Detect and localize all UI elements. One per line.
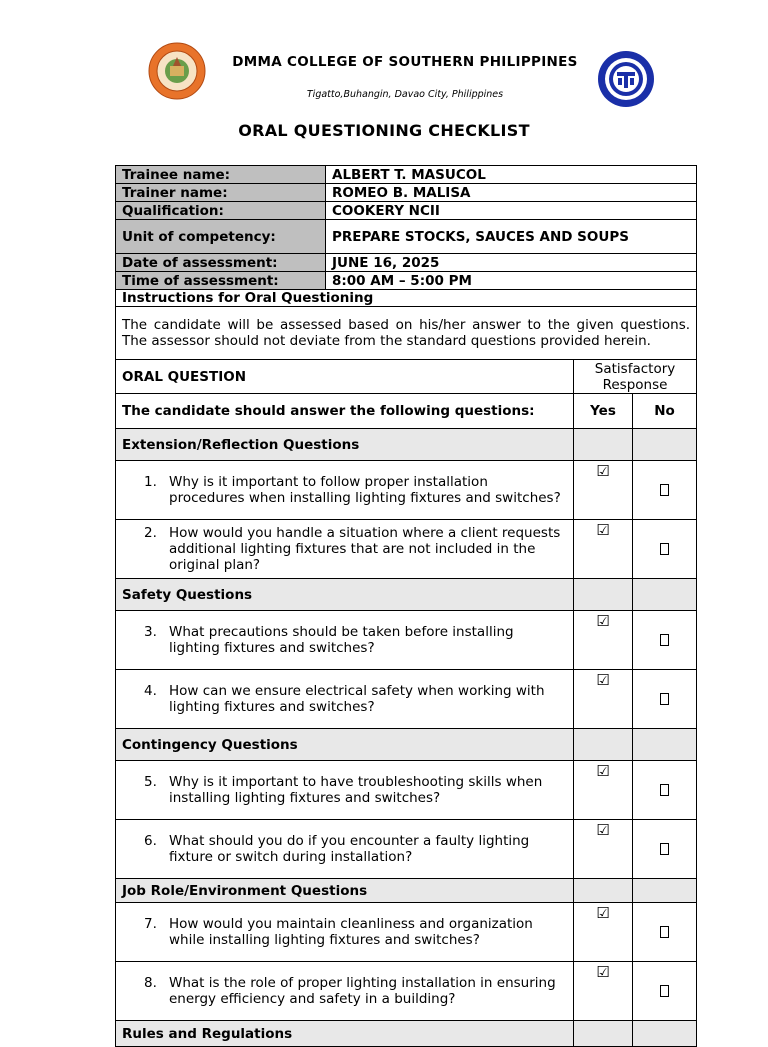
question-text: What is the role of proper lighting installation in ensuring energy efficiency and safety in a building? xyxy=(169,975,556,1007)
yes-checkbox-cell[interactable] xyxy=(574,962,633,1021)
empty-box-icon[interactable] xyxy=(660,634,669,646)
section-no-cell xyxy=(633,579,697,611)
section-yes-cell xyxy=(574,1021,633,1047)
question xyxy=(122,975,567,1007)
empty-box-icon[interactable] xyxy=(660,843,669,855)
question-text: Why is it important to follow proper installation procedures when installing lighting fixtures and switches? xyxy=(169,474,561,506)
section-yes-cell xyxy=(574,429,633,461)
question-row xyxy=(116,461,697,520)
section-row xyxy=(116,429,697,461)
info-label: Trainer name: xyxy=(116,184,326,202)
question-number: 2. xyxy=(144,525,157,541)
question-cell xyxy=(116,611,574,670)
question-row xyxy=(116,611,697,670)
section-yes-cell xyxy=(574,879,633,903)
question-text: Why is it important to have troubleshooting skills when installing lighting fixtures and switches? xyxy=(169,774,543,806)
question xyxy=(122,525,567,573)
section-no-cell xyxy=(633,729,697,761)
checked-box-icon[interactable]: ☑ xyxy=(596,821,610,839)
question xyxy=(122,774,567,806)
question-row xyxy=(116,670,697,729)
checked-box-icon[interactable]: ☑ xyxy=(596,963,610,981)
question xyxy=(122,474,567,506)
section-title: Safety Questions xyxy=(116,579,574,611)
yes-checkbox-cell[interactable] xyxy=(574,903,633,962)
info-label: Qualification: xyxy=(116,202,326,220)
answer-prompt: The candidate should answer the following questions: xyxy=(116,394,574,429)
question-text: How can we ensure electrical safety when working with lighting fixtures and switches? xyxy=(169,683,545,715)
info-row xyxy=(116,166,697,184)
question-text: How would you handle a situation where a client requests additional lighting fixtures that are not included in the original plan? xyxy=(169,525,561,573)
checklist-table xyxy=(115,165,697,1047)
no-checkbox-cell[interactable] xyxy=(633,820,697,879)
college-address: Tigatto,Buhangin, Davao City, Philippines xyxy=(306,89,504,100)
question xyxy=(122,916,567,948)
info-row xyxy=(116,202,697,220)
question-row xyxy=(116,761,697,820)
section-row xyxy=(116,879,697,903)
question xyxy=(122,683,567,715)
instructions-heading: Instructions for Oral Questioning xyxy=(116,290,697,307)
no-header: No xyxy=(633,394,697,429)
section-title: Contingency Questions xyxy=(116,729,574,761)
question-number: 1. xyxy=(144,474,157,490)
empty-box-icon[interactable] xyxy=(660,693,669,705)
instructions-heading-row xyxy=(116,290,697,307)
empty-box-icon[interactable] xyxy=(660,543,669,555)
info-label: Time of assessment: xyxy=(116,272,326,290)
yes-checkbox-cell[interactable] xyxy=(574,820,633,879)
question-number: 3. xyxy=(144,624,157,640)
question-cell xyxy=(116,520,574,579)
section-yes-cell xyxy=(574,579,633,611)
section-no-cell xyxy=(633,429,697,461)
yes-header: Yes xyxy=(574,394,633,429)
section-title: Job Role/Environment Questions xyxy=(116,879,574,903)
yes-checkbox-cell[interactable] xyxy=(574,611,633,670)
checklist-title: ORAL QUESTIONING CHECKLIST xyxy=(238,121,530,140)
no-checkbox-cell[interactable] xyxy=(633,520,697,579)
info-row xyxy=(116,254,697,272)
question-number: 7. xyxy=(144,916,157,932)
info-value: ALBERT T. MASUCOL xyxy=(326,166,697,184)
checked-box-icon[interactable]: ☑ xyxy=(596,521,610,539)
question-text: What precautions should be taken before installing lighting fixtures and switches? xyxy=(169,624,514,656)
prompt-row xyxy=(116,394,697,429)
section-row xyxy=(116,579,697,611)
question-number: 8. xyxy=(144,975,157,991)
question-number: 4. xyxy=(144,683,157,699)
section-title: Rules and Regulations xyxy=(116,1021,574,1047)
info-row xyxy=(116,184,697,202)
instructions-row xyxy=(116,307,697,360)
question-cell xyxy=(116,820,574,879)
info-value: PREPARE STOCKS, SAUCES AND SOUPS xyxy=(326,220,697,254)
checked-box-icon[interactable]: ☑ xyxy=(596,671,610,689)
info-row xyxy=(116,272,697,290)
checked-box-icon[interactable]: ☑ xyxy=(596,762,610,780)
question-number: 5. xyxy=(144,774,157,790)
info-label: Date of assessment: xyxy=(116,254,326,272)
empty-box-icon[interactable] xyxy=(660,784,669,796)
info-value: ROMEO B. MALISA xyxy=(326,184,697,202)
section-row xyxy=(116,729,697,761)
question-number: 6. xyxy=(144,833,157,849)
no-checkbox-cell[interactable] xyxy=(633,670,697,729)
oral-question-header: ORAL QUESTION xyxy=(116,360,574,394)
instructions-text: The candidate will be assessed based on his/her answer to the given questions. The assessor should not deviate from the standard questions provided herein. xyxy=(116,307,697,360)
checked-box-icon[interactable]: ☑ xyxy=(596,612,610,630)
yes-checkbox-cell[interactable] xyxy=(574,461,633,520)
yes-checkbox-cell[interactable] xyxy=(574,670,633,729)
document-header xyxy=(0,40,768,110)
info-value: 8:00 AM – 5:00 PM xyxy=(326,272,697,290)
question-row xyxy=(116,903,697,962)
checked-box-icon[interactable]: ☑ xyxy=(596,462,610,480)
question xyxy=(122,833,567,865)
checked-box-icon[interactable]: ☑ xyxy=(596,904,610,922)
section-yes-cell xyxy=(574,729,633,761)
no-checkbox-cell[interactable] xyxy=(633,611,697,670)
yes-checkbox-cell[interactable] xyxy=(574,761,633,820)
no-checkbox-cell[interactable] xyxy=(633,461,697,520)
no-checkbox-cell[interactable] xyxy=(633,962,697,1021)
info-value: JUNE 16, 2025 xyxy=(326,254,697,272)
info-label: Trainee name: xyxy=(116,166,326,184)
empty-box-icon[interactable] xyxy=(660,484,669,496)
satisfactory-response-header: Satisfactory Response xyxy=(574,360,697,394)
yes-checkbox-cell[interactable] xyxy=(574,520,633,579)
question-row xyxy=(116,962,697,1021)
question-cell xyxy=(116,670,574,729)
section-row xyxy=(116,1021,697,1047)
column-header-row xyxy=(116,360,697,394)
question-text: How would you maintain cleanliness and organization while installing lighting fixtures and switches? xyxy=(169,916,533,948)
question xyxy=(122,624,567,656)
question-row xyxy=(116,820,697,879)
college-name: DMMA COLLEGE OF SOUTHERN PHILIPPINES xyxy=(232,54,578,70)
info-value: COOKERY NCII xyxy=(326,202,697,220)
question-cell xyxy=(116,761,574,820)
empty-box-icon[interactable] xyxy=(660,985,669,997)
question-text: What should you do if you encounter a faulty lighting fixture or switch during installation? xyxy=(169,833,530,865)
section-no-cell xyxy=(633,1021,697,1047)
section-title: Extension/Reflection Questions xyxy=(116,429,574,461)
question-cell xyxy=(116,962,574,1021)
question-row xyxy=(116,520,697,579)
question-cell xyxy=(116,461,574,520)
no-checkbox-cell[interactable] xyxy=(633,903,697,962)
question-cell xyxy=(116,903,574,962)
tesda-seal-logo xyxy=(597,50,655,108)
section-no-cell xyxy=(633,879,697,903)
empty-box-icon[interactable] xyxy=(660,926,669,938)
no-checkbox-cell[interactable] xyxy=(633,761,697,820)
info-label: Unit of competency: xyxy=(116,220,326,254)
info-row xyxy=(116,220,697,254)
college-seal-logo xyxy=(148,42,206,100)
